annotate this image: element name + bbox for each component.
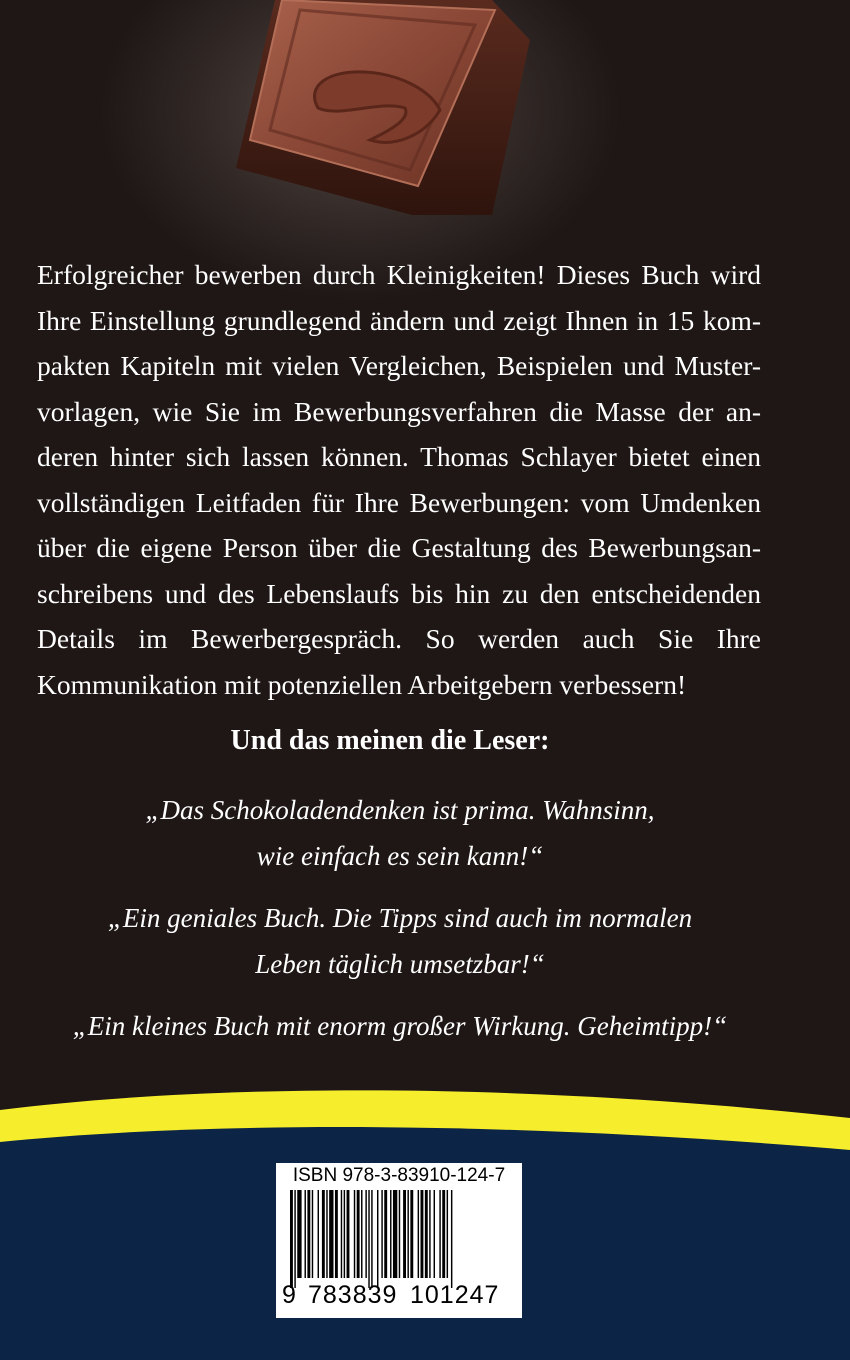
barcode-digit-group1: 783839 <box>308 1281 398 1309</box>
barcode-bar <box>312 1190 313 1278</box>
barcode-digit-group2: 101247 <box>410 1281 500 1309</box>
barcode-bar <box>381 1190 382 1278</box>
barcode-bar <box>361 1190 362 1278</box>
barcode-bar <box>326 1190 327 1278</box>
description-line: Kommunikation mit potenziellen Arbeitgebern verbessern! <box>37 668 687 700</box>
barcode-bar <box>442 1190 445 1278</box>
barcode-bar <box>335 1190 338 1278</box>
barcode-bar <box>451 1190 452 1288</box>
barcode-bar <box>421 1190 424 1278</box>
description-line: Details im Bewerbergespräch. So werden auch Sie Ihre <box>37 623 761 654</box>
barcode-bar <box>399 1190 400 1278</box>
barcode-digit-first: 9 <box>282 1281 297 1309</box>
barcode-bar <box>341 1190 342 1278</box>
barcode-bar <box>354 1190 355 1278</box>
barcode-bar <box>294 1190 295 1288</box>
barcode-bar <box>403 1190 406 1278</box>
book-description <box>37 252 761 707</box>
barcode-bar <box>434 1190 435 1278</box>
description-line: Erfolgreicher bewerben durch Kleinigkeiten! Dieses Buch wird <box>37 259 761 290</box>
barcode-bar <box>365 1190 366 1278</box>
quote-line: „Ein kleines Buch mit enorm großer Wirkung. Geheimtipp!“ <box>72 1011 728 1041</box>
isbn-barcode <box>276 1163 522 1318</box>
quote-line: Leben täglich umsetzbar!“ <box>255 949 545 979</box>
barcode-bar <box>407 1190 408 1278</box>
barcode-bar <box>357 1190 360 1278</box>
quote-line: wie einfach es sein kann!“ <box>256 841 544 871</box>
description-line: vorlagen, wie Sie im Bewerbungsverfahren die Masse der an- <box>37 395 761 427</box>
barcode-bar <box>418 1190 419 1278</box>
barcode-bar <box>439 1190 440 1278</box>
description-line: über die eigene Person über die Gestaltung des Bewerbungsan- <box>37 532 761 563</box>
barcode-bar <box>390 1190 391 1278</box>
barcode-bar <box>318 1190 319 1278</box>
barcode-bars <box>290 1190 510 1290</box>
barcode-bar <box>447 1190 448 1278</box>
barcode-bar <box>329 1190 333 1278</box>
barcode-bar <box>393 1190 397 1278</box>
barcode-bar <box>344 1190 345 1278</box>
barcode-bar <box>297 1190 301 1278</box>
barcode-bar <box>290 1190 293 1288</box>
reader-quote <box>0 787 800 879</box>
barcode-bar <box>410 1190 413 1278</box>
description-line: Ihre Einstellung grundlegend ändern und zeigt Ihnen in 15 kom- <box>37 304 761 336</box>
quote-line: „Das Schokoladendenken ist prima. Wahnsinn, <box>145 795 655 825</box>
barcode-bar <box>322 1190 325 1278</box>
barcode-bar <box>368 1190 369 1288</box>
description-line: vollständigen Leitfaden für Ihre Bewerbungen: vom Umdenken <box>37 486 761 518</box>
barcode-bar <box>371 1190 372 1288</box>
barcode-bar <box>377 1190 378 1288</box>
description-line: pakten Kapiteln mit vielen Vergleichen, Beispielen und Muster- <box>37 350 761 381</box>
barcode-bar <box>429 1190 430 1278</box>
barcode-bar <box>307 1190 310 1278</box>
quote-line: „Ein geniales Buch. Die Tipps sind auch im normalen <box>107 903 693 933</box>
reader-quote <box>0 895 800 987</box>
barcode-bar <box>384 1190 387 1278</box>
reader-quote <box>0 1003 800 1049</box>
isbn-label: ISBN 978-3-83910-124-7 <box>292 1165 506 1186</box>
description-line: deren hinter sich lassen können. Thomas Schlayer bietet einen <box>37 441 761 472</box>
barcode-bar <box>347 1190 350 1278</box>
chocolate-piece-image <box>0 0 850 260</box>
barcode-bar <box>425 1190 428 1278</box>
reviews-heading: Und das meinen die Leser: <box>230 725 550 756</box>
description-line: schreibens und des Lebenslaufs bis hin zu den entscheidenden <box>37 577 761 609</box>
barcode-bar <box>305 1190 306 1278</box>
